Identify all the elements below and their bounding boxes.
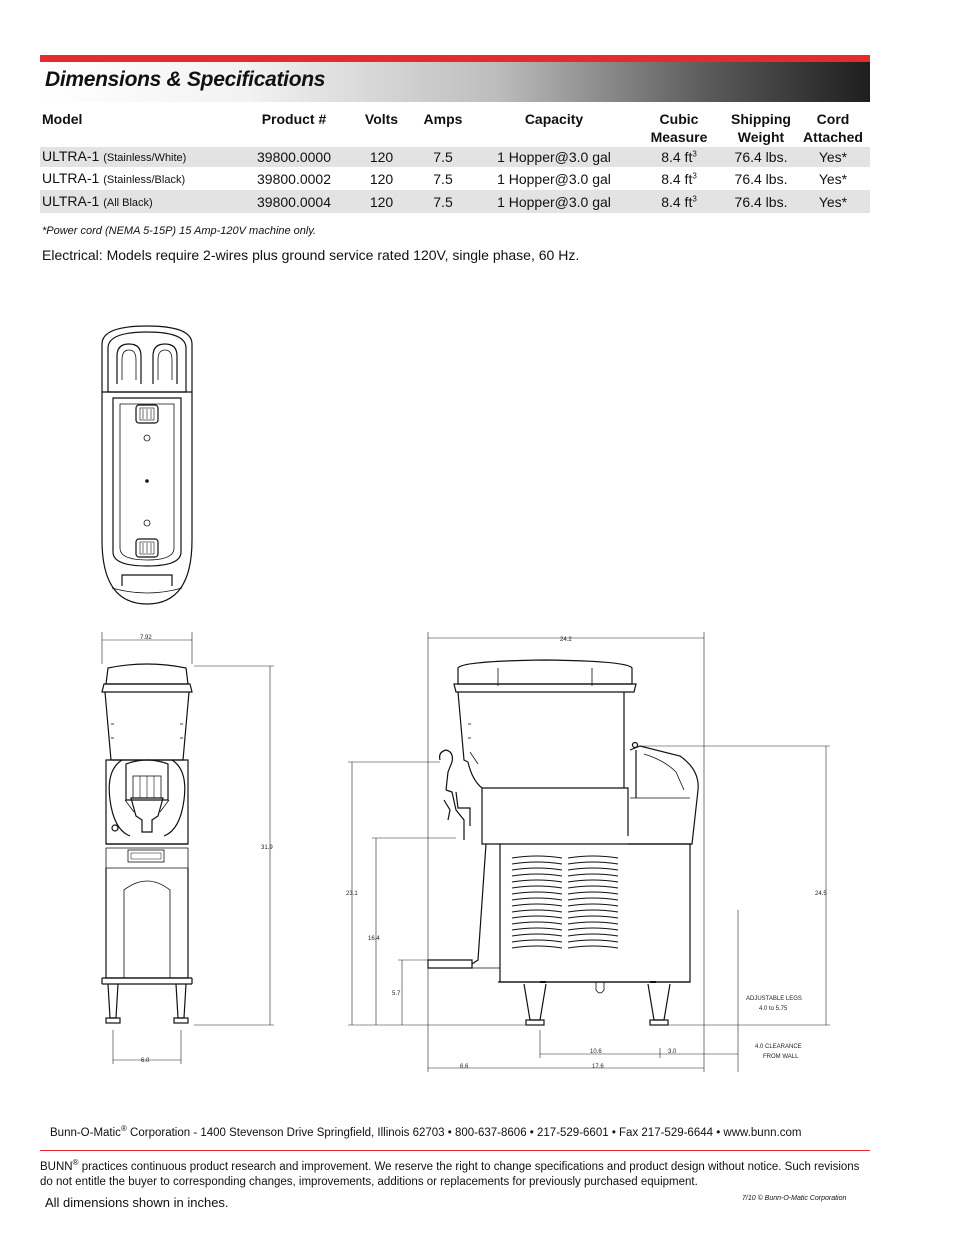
vent-louvers [512, 856, 618, 948]
col-shipping [726, 110, 796, 147]
table-row [40, 190, 870, 213]
cell-product: 39800.0000 [235, 147, 353, 167]
dim-bottom-2: 17.6 [592, 1064, 604, 1070]
dimension-labels [140, 635, 827, 1070]
col-cubic-line2: Measure [650, 129, 708, 145]
col-cubic-line1: Cubic [659, 111, 699, 127]
col-shipping-line1: Shipping [731, 111, 791, 127]
cell-cubic [632, 190, 726, 213]
section-header [40, 55, 870, 102]
cell-weight: 76.4 lbs. [726, 190, 796, 213]
cell-volts: 120 [369, 170, 394, 187]
label-legs-range: 4.0 to 5.75 [759, 1006, 788, 1012]
label-clearance: 4.0 CLEARANCE [755, 1044, 802, 1050]
corp-name: Bunn-O-Matic [50, 1127, 121, 1139]
cell-weight: 76.4 lbs. [734, 170, 788, 187]
dim-side-height-1: 23.1 [346, 891, 358, 897]
electrical-requirements: Electrical: Models require 2-wires plus ground service rated 120V, single phase, 60 Hz. [42, 247, 580, 263]
cubic-value: 8.4 ft [661, 170, 693, 187]
model-variant: (All Black) [103, 196, 153, 209]
cell-amps: 7.5 [433, 170, 453, 187]
notice-registered-mark: ® [72, 1158, 79, 1168]
cell-amps: 7.5 [410, 190, 476, 213]
dim-front-height: 31.9 [261, 845, 273, 851]
cubic-exponent: 3 [692, 149, 697, 159]
cell-cord: Yes* [796, 190, 870, 213]
cell-volts: 120 [353, 190, 410, 213]
model-variant: (Stainless/Black) [103, 173, 186, 186]
center-dot [145, 479, 149, 483]
cell-model [40, 190, 235, 213]
col-cubic [632, 110, 726, 147]
dim-side-height-2: 16.4 [368, 936, 380, 942]
dim-side-height-right: 24.5 [815, 891, 827, 897]
cell-amps: 7.5 [410, 147, 476, 167]
cell-model [40, 167, 235, 190]
cubic-exponent: 3 [692, 193, 697, 203]
cell-cord: Yes* [818, 170, 848, 187]
top-view-drawing [102, 326, 192, 604]
cell-volts: 120 [353, 147, 410, 167]
col-model: Model [42, 111, 83, 127]
dim-front-width: 7.92 [140, 635, 152, 641]
corporate-address [50, 1124, 802, 1139]
dim-bottom-3: 10.6 [590, 1049, 602, 1055]
cell-product: 39800.0002 [257, 170, 331, 187]
cell-capacity: 1 Hopper@3.0 gal [476, 190, 632, 213]
label-from-wall: FROM WALL [763, 1054, 799, 1060]
col-cord-line1: Cord [816, 111, 850, 127]
cell-cord: Yes* [796, 147, 870, 167]
corp-registered-mark: ® [120, 1124, 127, 1134]
corp-details: Corporation - 1400 Stevenson Drive Springfield, Illinois 62703 • 800-637-8606 • 217-529-6601 • Fax 217-529-6644 • www.bunn.com [126, 1127, 802, 1139]
col-shipping-line2: Weight [737, 129, 785, 145]
model-name: ULTRA-1 [42, 169, 100, 186]
table-row [40, 167, 870, 190]
cell-product: 39800.0004 [235, 190, 353, 213]
dim-bottom-1: 6.6 [460, 1064, 469, 1070]
cell-weight: 76.4 lbs. [726, 147, 796, 167]
dim-side-height-3: 5.7 [392, 991, 401, 997]
col-volts: Volts [364, 111, 399, 127]
col-product: Product # [261, 111, 327, 127]
cubic-exponent: 3 [692, 170, 697, 180]
cell-capacity: 1 Hopper@3.0 gal [497, 170, 611, 187]
model-name: ULTRA-1 [42, 192, 100, 209]
col-capacity: Capacity [524, 111, 584, 127]
table-header-row [40, 110, 870, 147]
notice-brand: BUNN [40, 1161, 73, 1173]
table-row [40, 147, 870, 167]
cell-cubic [632, 167, 726, 190]
copyright: 7/10 © Bunn-O-Matic Corporation [742, 1195, 847, 1202]
all-dimensions-note: All dimensions shown in inches. [45, 1195, 229, 1210]
header-red-line [40, 55, 870, 62]
label-adjustable-legs: ADJUSTABLE LEGS [746, 996, 802, 1002]
footer-divider [40, 1150, 870, 1151]
page-title: Dimensions & Specifications [45, 68, 326, 91]
improvement-notice [40, 1160, 875, 1190]
cubic-value: 8.4 ft [661, 193, 693, 210]
front-view-drawing [102, 664, 192, 1023]
cell-model [40, 147, 235, 167]
model-name: ULTRA-1 [42, 148, 100, 164]
dim-side-width: 24.2 [560, 637, 572, 643]
power-cord-note: *Power cord (NEMA 5-15P) 15 Amp-120V machine only. [42, 225, 317, 237]
cell-cubic [632, 147, 726, 167]
model-variant: (Stainless/White) [103, 152, 187, 164]
dimension-drawings [0, 320, 954, 1080]
dim-front-legs: 6.0 [141, 1058, 150, 1064]
col-cord-line2: Attached [803, 129, 863, 145]
cubic-value: 8.4 ft [661, 149, 693, 165]
notice-text: practices continuous product research and improvement. We reserve the right to change specifications and product design without notice. Such revisions do not entitle the buyer to corresponding changes, improvements, additions or replacements for previously purchased equipment. [40, 1161, 860, 1188]
cell-capacity: 1 Hopper@3.0 gal [476, 147, 632, 167]
side-view-drawing [428, 660, 698, 1025]
col-cord [796, 110, 870, 147]
col-amps: Amps [423, 111, 463, 127]
spec-table [40, 110, 870, 213]
dim-bottom-4: 3.0 [668, 1049, 677, 1055]
dimension-lines [102, 632, 830, 1072]
